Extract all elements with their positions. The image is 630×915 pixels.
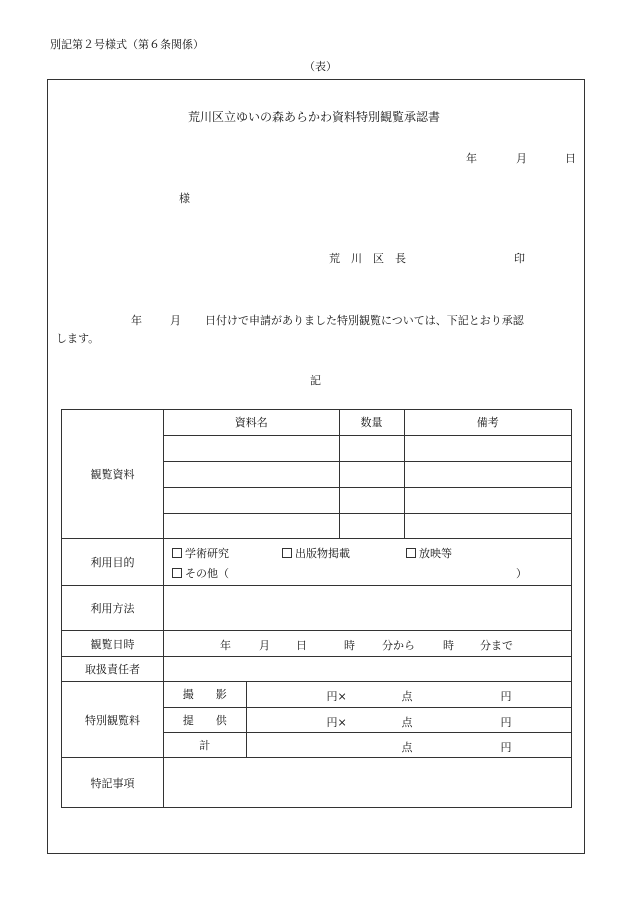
purpose-other-label: その他（ [185, 567, 229, 580]
dt-minute-to: 分まで [480, 639, 513, 652]
col-material-name: 資料名 [164, 410, 339, 435]
dt-year: 年 [220, 639, 231, 652]
fee-supply-cell[interactable] [246, 707, 571, 732]
handler-row [62, 657, 572, 682]
material-qty-cell[interactable] [339, 461, 404, 487]
materials-label: 観覧資料 [62, 410, 164, 539]
dt-month: 月 [259, 639, 270, 652]
material-note-cell[interactable] [404, 487, 571, 513]
material-note-cell[interactable] [404, 513, 571, 538]
material-name-cell[interactable] [164, 461, 339, 487]
dt-hour-end: 時 [443, 639, 454, 652]
checkbox-icon[interactable] [406, 548, 416, 558]
date-year: 年 [466, 152, 477, 165]
purpose-other-close: ） [516, 567, 527, 580]
fee-supply-points: 点 [401, 715, 413, 729]
purpose-academic[interactable] [172, 545, 229, 561]
form-reference: 別記第２号様式（第６条関係） [50, 38, 204, 51]
approval-table [61, 409, 572, 808]
body-year: 年 [131, 314, 142, 327]
fee-label: 特別観覧料 [62, 682, 164, 758]
material-qty-cell[interactable] [339, 513, 404, 538]
purpose-broadcast[interactable] [406, 545, 452, 561]
method-cell[interactable] [164, 586, 572, 631]
fee-photo-cell[interactable] [246, 682, 571, 707]
material-note-cell[interactable] [404, 435, 571, 461]
material-qty-cell[interactable] [339, 487, 404, 513]
document-title: 荒川区立ゆいの森あらかわ資料特別観覧承認書 [188, 110, 441, 124]
material-qty-cell[interactable] [339, 435, 404, 461]
fee-total-cell[interactable] [246, 732, 571, 757]
purpose-publication-label: 出版物掲載 [295, 547, 350, 560]
fee-photo-yen: 円 [500, 690, 512, 703]
issuer-name: 荒 川 区 長 [329, 252, 406, 265]
form-side-label: （表） [304, 60, 337, 73]
purpose-row [62, 539, 572, 586]
dt-hour: 時 [344, 639, 355, 652]
purpose-other[interactable] [172, 565, 229, 581]
purpose-publication[interactable] [282, 545, 350, 561]
method-label: 利用方法 [62, 586, 164, 631]
datetime-label: 観覧日時 [62, 631, 164, 657]
fee-subtable-cell [164, 682, 572, 758]
fee-supply-unit: 円× [326, 715, 347, 729]
special-row [62, 758, 572, 808]
fee-photo-points: 点 [401, 690, 413, 703]
materials-subtable-cell [164, 410, 572, 539]
handler-cell[interactable] [164, 657, 572, 682]
special-label: 特記事項 [62, 758, 164, 808]
material-note-cell[interactable] [404, 461, 571, 487]
fee-supply-yen: 円 [500, 715, 512, 729]
ki-marker: 記 [310, 374, 321, 387]
materials-subtable [164, 410, 571, 538]
fee-total-points: 点 [401, 740, 413, 754]
body-text-line1: 日付けで申請がありました特別観覧については、下記とおり承認 [205, 314, 524, 327]
col-notes: 備考 [404, 410, 571, 435]
checkbox-icon[interactable] [282, 548, 292, 558]
material-name-cell[interactable] [164, 487, 339, 513]
handler-label: 取扱責任者 [62, 657, 164, 682]
col-quantity: 数量 [339, 410, 404, 435]
datetime-row [62, 631, 572, 657]
checkbox-icon[interactable] [172, 568, 182, 578]
seal-mark: 印 [514, 252, 525, 265]
fee-photo-label: 撮 影 [164, 682, 246, 707]
materials-row [62, 410, 572, 539]
fee-subtable [164, 682, 571, 757]
purpose-label: 利用目的 [62, 539, 164, 586]
body-month: 月 [170, 314, 181, 327]
dt-minute-from: 分から [382, 639, 415, 652]
material-name-cell[interactable] [164, 435, 339, 461]
fee-supply-label: 提 供 [164, 707, 246, 732]
fee-row [62, 682, 572, 758]
fee-photo-unit: 円× [326, 690, 347, 703]
checkbox-icon[interactable] [172, 548, 182, 558]
date-day: 日 [565, 152, 576, 165]
body-text-line2: します。 [56, 332, 100, 345]
method-row [62, 586, 572, 631]
fee-total-label: 計 [164, 732, 246, 757]
material-name-cell[interactable] [164, 513, 339, 538]
purpose-options [164, 539, 572, 586]
fee-total-yen: 円 [500, 740, 512, 754]
datetime-cell[interactable] [164, 631, 572, 657]
purpose-academic-label: 学術研究 [185, 547, 229, 560]
purpose-broadcast-label: 放映等 [419, 547, 452, 560]
date-month: 月 [516, 152, 527, 165]
addressee-suffix: 様 [179, 192, 190, 205]
dt-day: 日 [296, 639, 307, 652]
special-cell[interactable] [164, 758, 572, 808]
